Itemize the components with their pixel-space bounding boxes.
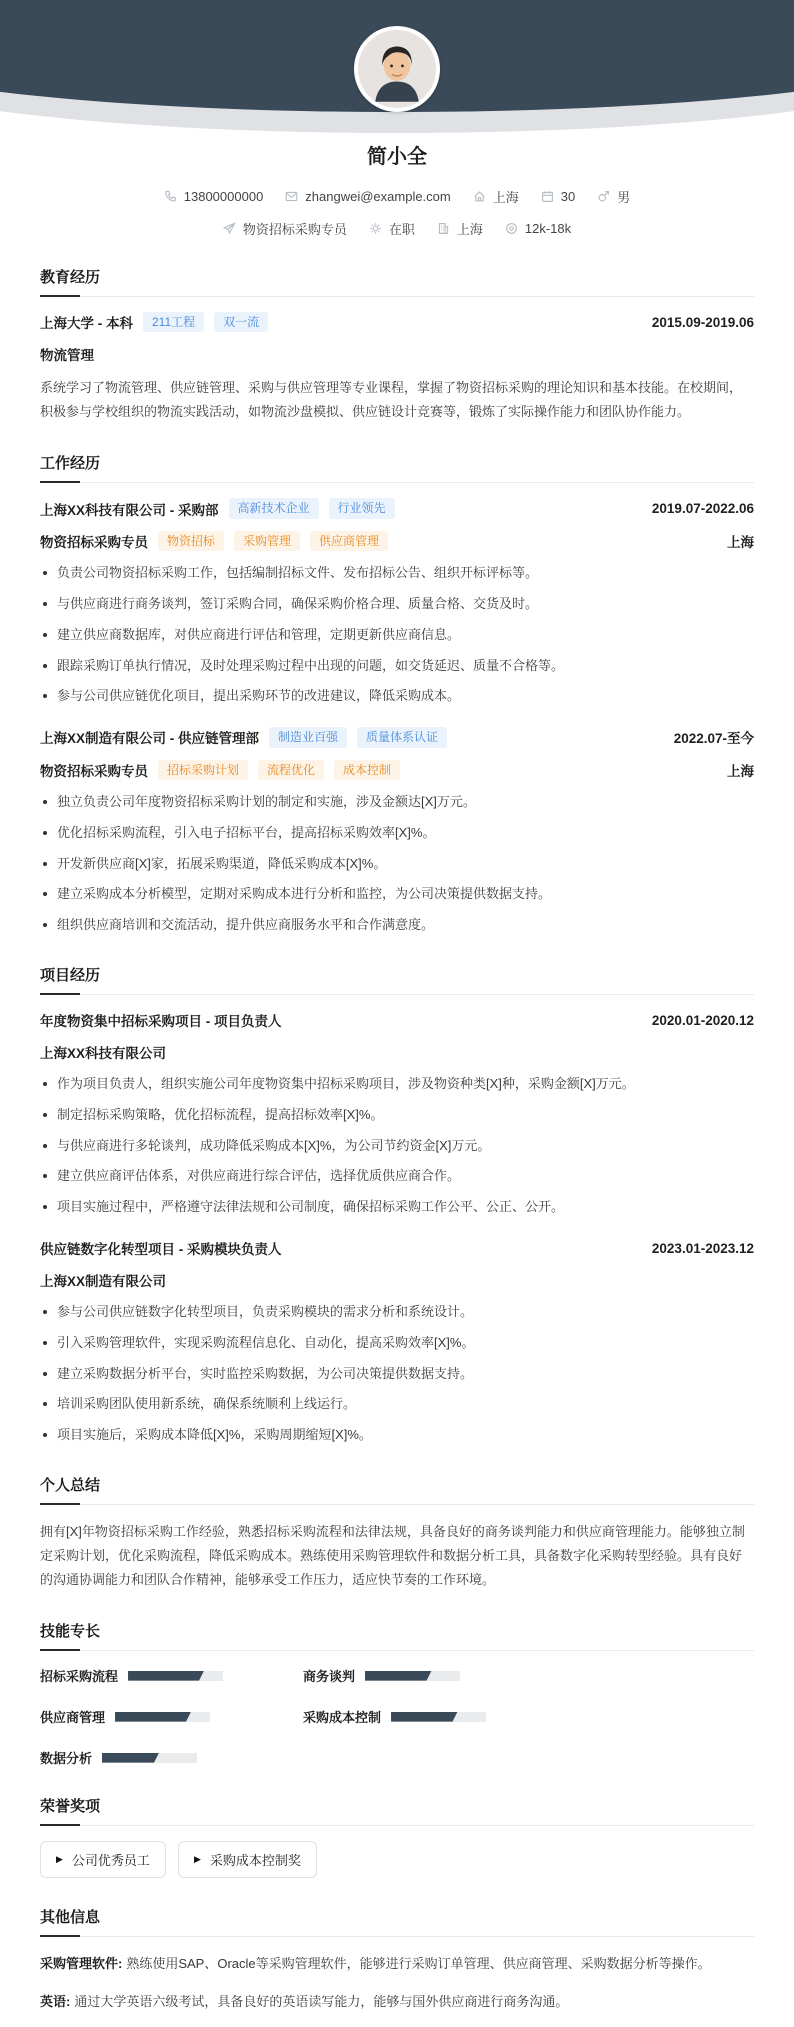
section-projects (40, 964, 754, 1446)
other-item-text: 通过大学英语六级考试，具备良好的英语读写能力，能够与国外供应商进行商务沟通。 (74, 1993, 569, 2009)
honor-label: 采购成本控制奖 (209, 1853, 301, 1869)
company-name: 上海XX科技有限公司 - 采购部 (40, 502, 219, 518)
skill-bar-fill (102, 1753, 159, 1763)
play-icon: ▶ (56, 1854, 63, 1865)
project-bullet: 作为项目负责人，组织实施公司年度物资集中招标采购项目，涉及物资种类[X]种，采购金额[X]万元。 (40, 1074, 754, 1095)
honor-chip (178, 1841, 317, 1878)
skill-item (40, 1748, 303, 1767)
work-bullet: 独立负责公司年度物资招标采购计划的制定和实施，涉及金额达[X]万元。 (40, 792, 754, 813)
project-bullet: 参与公司供应链数字化转型项目，负责采购模块的需求分析和系统设计。 (40, 1302, 754, 1323)
work-bullet: 与供应商进行商务谈判，签订采购合同，确保采购价格合理、质量合格、交货及时。 (40, 594, 754, 615)
skill-bar (115, 1712, 210, 1722)
skill-bar (128, 1671, 223, 1681)
work-bullet: 建立采购成本分析模型，定期对采购成本进行分析和监控，为公司决策提供数据支持。 (40, 884, 754, 905)
skill-item (40, 1666, 303, 1685)
work-bullet: 开发新供应商[X]家，拓展采购渠道，降低采购成本[X]%。 (40, 854, 754, 875)
section-honors (40, 1795, 754, 1878)
contact-salary-value: 12k-18k (524, 221, 572, 236)
skill-label: 采购成本控制 (303, 1710, 382, 1726)
education-date: 2015.09-2019.06 (651, 314, 754, 330)
section-education-header (40, 266, 754, 297)
contact-status (369, 219, 415, 238)
skill-label: 数据分析 (40, 1751, 93, 1767)
work-bullet: 负责公司物资招标采购工作，包括编制招标文件、发布招标公告、组织开标评标等。 (40, 563, 754, 584)
contact-location-value: 上海 (492, 190, 519, 205)
position-title: 物资招标采购专员 (40, 535, 148, 551)
work-bullets (40, 563, 754, 707)
section-other (40, 1906, 754, 2013)
position-tag: 流程优化 (258, 760, 324, 780)
other-item-label: 采购管理软件: (40, 1956, 123, 1972)
work-bullet: 组织供应商培训和交流活动，提升供应商服务水平和合作满意度。 (40, 915, 754, 936)
email-icon (285, 190, 298, 203)
work-location: 上海 (727, 763, 754, 779)
work-bullet: 跟踪采购订单执行情况，及时处理采购过程中出现的问题，如交货延迟、质量不合格等。 (40, 656, 754, 677)
section-work (40, 452, 754, 936)
skill-item (303, 1666, 754, 1685)
work-bullet: 参与公司供应链优化项目，提出采购环节的改进建议，降低采购成本。 (40, 686, 754, 707)
contact-city (437, 219, 483, 238)
company-tag: 行业领先 (329, 498, 395, 518)
contact-status-value: 在职 (388, 222, 415, 237)
skill-label: 供应商管理 (40, 1710, 106, 1726)
company-tag: 制造业百强 (269, 727, 347, 747)
avatar-photo (358, 30, 436, 108)
contact-phone (164, 189, 264, 204)
project-bullet: 制定招标采购策略，优化招标流程，提高招标效率[X]%。 (40, 1105, 754, 1126)
project-bullet: 与供应商进行多轮谈判，成功降低采购成本[X]%，为公司节约资金[X]万元。 (40, 1136, 754, 1157)
position-icon (223, 222, 236, 235)
section-work-header (40, 452, 754, 483)
company-name: 上海XX制造有限公司 - 供应链管理部 (40, 731, 260, 747)
project-company: 上海XX制造有限公司 (40, 1274, 167, 1289)
contact-gender (597, 187, 630, 206)
company-tag: 高新技术企业 (229, 498, 319, 518)
candidate-name: 简小全 (367, 146, 427, 168)
section-summary-header (40, 1474, 754, 1505)
work-bullet: 优化招标采购流程，引入电子招标平台，提高招标采购效率[X]%。 (40, 823, 754, 844)
project-bullets (40, 1074, 754, 1218)
section-skills-title: 技能专长 (40, 1623, 101, 1641)
skill-item (303, 1707, 754, 1726)
other-item (40, 1952, 754, 1975)
play-icon: ▶ (193, 1854, 201, 1865)
honors-list (40, 1841, 754, 1878)
honor-chip (40, 1841, 166, 1878)
project-date: 2020.01-2020.12 (651, 1012, 754, 1028)
contact-position-value: 物资招标采购专员 (242, 222, 347, 237)
contact-row-1 (0, 187, 794, 206)
work-entry (40, 498, 754, 707)
work-entry (40, 727, 754, 936)
school-name: 上海大学 - 本科 (40, 316, 133, 332)
company-tag: 质量体系认证 (357, 727, 447, 747)
section-work-title: 工作经历 (40, 455, 101, 473)
work-date: 2022.07-至今 (673, 731, 754, 747)
project-entry (40, 1010, 754, 1218)
home-icon (473, 190, 486, 203)
contact-age-value: 30 (560, 189, 576, 204)
contact-salary (505, 221, 571, 236)
education-description: 系统学习了物流管理、供应链管理、采购与供应管理等专业课程，掌握了物资招标采购的理论知识和基本技能。在校期间，积极参与学校组织的物流实践活动，如物流沙盘模拟、供应链设计竞赛等，锻炼了实际操作能力和团队协作能力。 (40, 380, 743, 420)
skill-bar (391, 1712, 486, 1722)
age-icon (541, 190, 554, 203)
other-item-label: 英语: (40, 1993, 71, 2009)
contact-row-2 (0, 219, 794, 238)
position-tag: 招标采购计划 (158, 760, 248, 780)
skill-label: 招标采购流程 (40, 1669, 119, 1685)
contact-email (285, 189, 450, 204)
project-name: 供应链数字化转型项目 - 采购模块负责人 (40, 1242, 282, 1257)
work-bullet: 建立供应商数据库，对供应商进行评估和管理，定期更新供应商信息。 (40, 625, 754, 646)
project-bullet: 项目实施后，采购成本降低[X]%，采购周期缩短[X]%。 (40, 1425, 754, 1446)
project-bullet: 建立采购数据分析平台，实时监控采购数据，为公司决策提供数据支持。 (40, 1364, 754, 1385)
section-other-title: 其他信息 (40, 1909, 101, 1927)
work-date: 2019.07-2022.06 (651, 501, 754, 517)
school-tag: 211工程 (143, 312, 204, 332)
section-skills-header (40, 1620, 754, 1651)
position-title: 物资招标采购专员 (40, 763, 148, 779)
skill-item (40, 1707, 303, 1726)
position-tag: 采购管理 (234, 531, 300, 551)
contact-age (541, 189, 575, 204)
contact-location (473, 187, 519, 206)
project-bullet: 建立供应商评估体系，对供应商进行综合评估，选择优质供应商合作。 (40, 1166, 754, 1187)
honor-label: 公司优秀员工 (71, 1853, 150, 1869)
skill-bar-fill (128, 1671, 204, 1681)
salary-target-icon (505, 222, 518, 235)
contact-gender-value: 男 (617, 190, 631, 205)
school-tag: 双一流 (214, 312, 268, 332)
project-name: 年度物资集中招标采购项目 - 项目负责人 (40, 1014, 282, 1030)
resume-header (0, 0, 794, 148)
project-bullet: 项目实施过程中，严格遵守法律法规和公司制度，确保招标采购工作公平、公正、公开。 (40, 1197, 754, 1218)
position-tag: 供应商管理 (310, 531, 388, 551)
resume-content (0, 266, 794, 2013)
project-date: 2023.01-2023.12 (651, 1240, 754, 1256)
section-honors-header (40, 1795, 754, 1826)
education-major: 物流管理 (40, 348, 94, 364)
project-company: 上海XX科技有限公司 (40, 1046, 167, 1062)
skill-bar-fill (391, 1712, 458, 1722)
section-summary-title: 个人总结 (40, 1476, 101, 1494)
project-bullet: 引入采购管理软件，实现采购流程信息化、自动化，提高采购效率[X]%。 (40, 1333, 754, 1354)
section-education (40, 266, 754, 424)
project-entry (40, 1238, 754, 1446)
contact-phone-value: 13800000000 (183, 189, 264, 204)
summary-text: 拥有[X]年物资招标采购工作经验，熟悉招标采购流程和法律法规，具备良好的商务谈判能力和供应商管理能力。能够独立制定采购计划，优化采购流程，降低采购成本。熟练使用采购管理软件和数据分析工具，具备数字化采购转型经验。具有良好的沟通协调能力和团队合作精神，能够承受工作压力，适应快节奏的工作环境。 (40, 1523, 745, 1588)
section-projects-header (40, 964, 754, 995)
skill-bar-fill (115, 1712, 191, 1722)
project-bullet: 培训采购团队使用新系统，确保系统顺利上线运行。 (40, 1394, 754, 1415)
section-summary (40, 1474, 754, 1592)
work-bullets (40, 792, 754, 936)
position-tag: 成本控制 (334, 760, 400, 780)
section-projects-title: 项目经历 (40, 967, 101, 985)
section-education-title: 教育经历 (40, 269, 101, 286)
other-item-text: 熟练使用SAP、Oracle等采购管理软件，能够进行采购订单管理、供应商管理、采购数据分析等操作。 (126, 1956, 711, 1972)
section-skills (40, 1620, 754, 1767)
section-honors-title: 荣誉奖项 (40, 1798, 101, 1816)
skills-grid (40, 1666, 754, 1767)
project-bullets (40, 1302, 754, 1446)
building-icon (437, 222, 450, 235)
section-other-header (40, 1906, 754, 1937)
skill-bar-fill (365, 1671, 432, 1681)
skill-bar (102, 1753, 197, 1763)
skill-bar (365, 1671, 460, 1681)
status-icon (369, 222, 382, 235)
contact-email-value: zhangwei@example.com (305, 189, 451, 204)
phone-icon (164, 190, 177, 203)
avatar (354, 26, 440, 112)
contact-position (223, 219, 347, 238)
contact-city-value: 上海 (456, 222, 483, 237)
gender-icon (597, 190, 610, 203)
skill-label: 商务谈判 (303, 1669, 356, 1685)
position-tag: 物资招标 (158, 531, 224, 551)
work-location: 上海 (727, 535, 754, 551)
education-entry (40, 312, 754, 424)
other-item (40, 1990, 754, 2013)
